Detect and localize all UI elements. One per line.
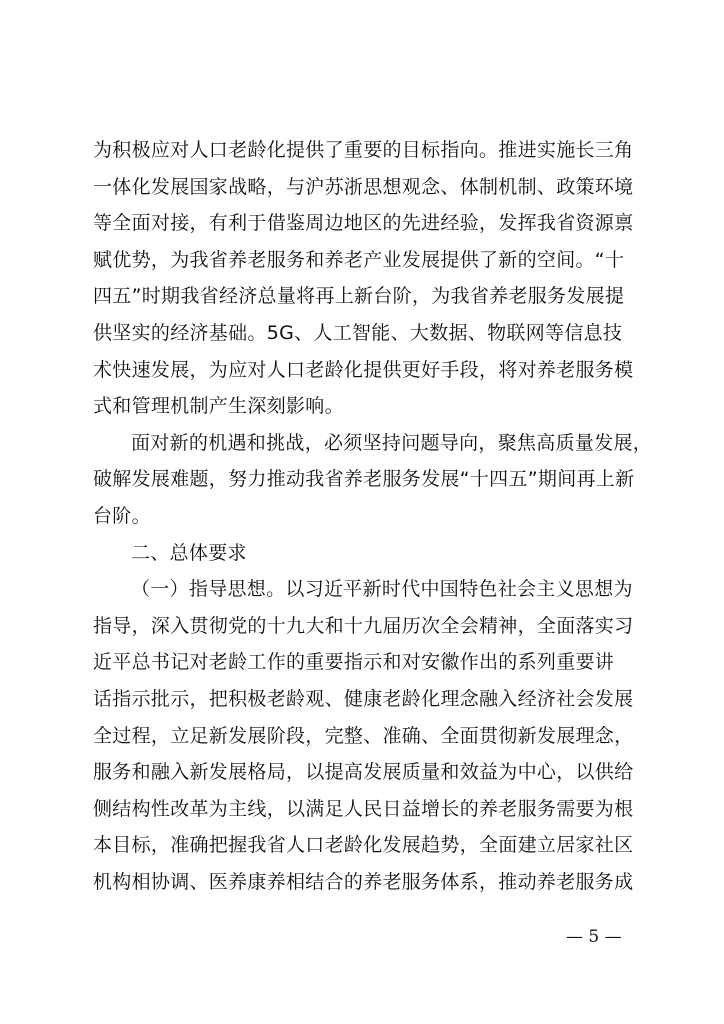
- text-line: 指导，深入贯彻党的十九大和十九届历次全会精神，全面落实习: [93, 614, 634, 637]
- text-line: 式和管理机制产生深刻影响。: [93, 395, 344, 418]
- text-line: 台阶。: [93, 504, 151, 527]
- text-line: 赋优势，为我省养老服务和养老产业发展提供了新的空间。“十: [93, 248, 625, 271]
- page-number: — 5 —: [566, 927, 622, 947]
- text-line: （一）指导思想。以习近平新时代中国特色社会主义思想为: [131, 578, 633, 601]
- text-line: 全过程，立足新发展阶段，完整、准确、全面贯彻新发展理念，: [93, 724, 634, 747]
- text-line: 等全面对接，有利于借鉴周边地区的先进经验，发挥我省资源禀: [93, 212, 634, 235]
- text-line: 为积极应对人口老龄化提供了重要的目标指向。推进实施长三角: [93, 139, 634, 161]
- text-line: 机构相协调、医养康养相结合的养老服务体系，推动养老服务成: [93, 870, 634, 893]
- text-line: 供坚实的经济基础。5G、人工智能、大数据、物联网等信息技: [93, 321, 623, 344]
- text-line: 四五”时期我省经济总量将再上新台阶，为我省养老服务发展提: [93, 285, 625, 308]
- text-line: 话指示批示，把积极老龄观、健康老龄化理念融入经济社会发展: [93, 687, 634, 710]
- text-line: 面对新的机遇和挑战，必须坚持问题导向，聚焦高质量发展，: [131, 431, 653, 454]
- text-line: 侧结构性改革为主线，以满足人民日益增长的养老服务需要为根: [93, 797, 634, 820]
- body-text: [93, 132, 653, 900]
- text-line: 破解发展难题，努力推动我省养老服务发展“十四五”期间再上新: [93, 468, 635, 491]
- text-line: 术快速发展，为应对人口老龄化提供更好手段，将对养老服务模: [93, 358, 634, 381]
- text-line: 服务和融入新发展格局，以提高发展质量和效益为中心，以供给: [93, 761, 634, 784]
- text-line: 近平总书记对老龄工作的重要指示和对安徽作出的系列重要讲: [93, 651, 615, 674]
- section-heading: 二、总体要求: [131, 541, 247, 564]
- text-line: 本目标，准确把握我省人口老龄化发展趋势，全面建立居家社区: [93, 834, 634, 857]
- text-line: 一体化发展国家战略，与沪苏浙思想观念、体制机制、政策环境: [93, 175, 634, 198]
